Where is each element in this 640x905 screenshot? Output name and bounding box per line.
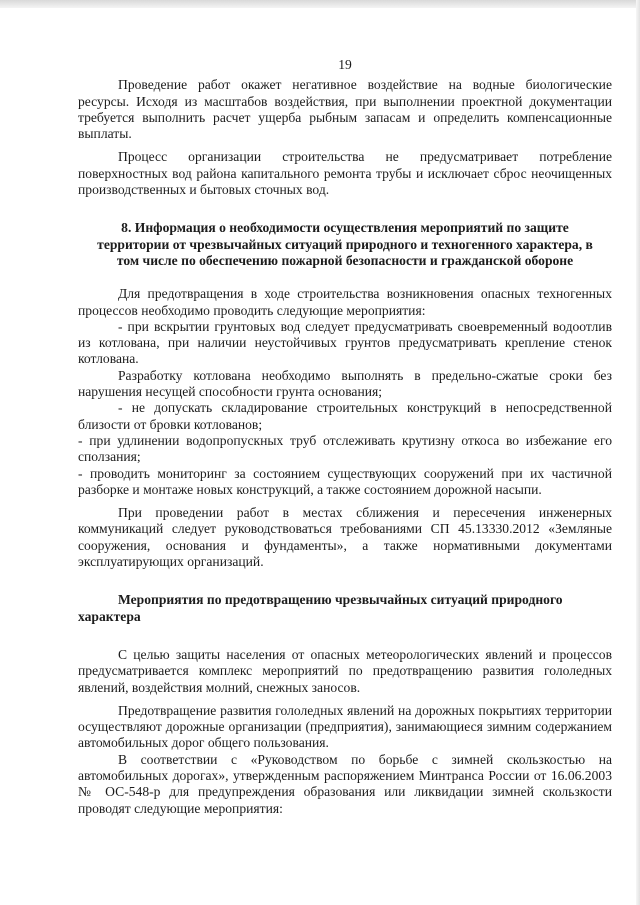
paragraph-water-use: Процесс организации строительства не предусматривает потребление поверхностных вод района капитального ремонта трубы и исключает сброс неочищенных производственных и бытовых сточных вод.	[78, 149, 612, 198]
scan-right-edge	[636, 0, 640, 905]
natural-emergencies-intro: С целью защиты населения от опасных метеорологических явлений и процессов предусматривается комплекс мероприятий по предотвращению развития гололедных явлений, воздействия молний, снежных заносов.	[78, 646, 612, 695]
section-8-utilities: При проведении работ в местах сближения и пересечения инженерных коммуникаций следует руководствоваться требованиями СП 45.13330.2012 «Земляные сооружения, основания и фундаменты», а также нормативными документами эксплуатирующих организаций.	[78, 505, 612, 570]
page-number: 19	[338, 57, 352, 72]
winter-slipperiness-paragraph: В соответствии с «Руководством по борьбе с зимней скользкостью на автомобильных дорогах», утвержденным распоряжением Минтранса России от 16.06.2003 № ОС-548-р для предупреждения образования или ликвидации зимней скользкости проводят следующие мероприятия:	[78, 751, 612, 816]
section-8-item-storage: - не допускать складирование строительных конструкций в непосредственной близости от бровки котлованов;	[78, 400, 612, 432]
section-8-item-monitoring: - проводить мониторинг за состоянием существующих сооружений при их частичной разборке и монтаже новых конструкций, а также состоянием дорожной насыпи.	[78, 465, 612, 497]
paragraph-bio-resources: Проведение работ окажет негативное воздействие на водные биологические ресурсы. Исходя из масштабов воздействия, при выполнении проектной документации требуется выполнить расчет ущерба рыбным запасам и определить компенсационные выплаты.	[78, 77, 612, 142]
section-8-item-slope: - при удлинении водопропускных труб отслеживать крутизну откоса во избежание его сползания;	[78, 432, 612, 465]
section-8-item-groundwater: - при вскрытии грунтовых вод следует предусматривать своевременный водоотлив из котлована, при наличии неустойчивых грунтов предусматривать крепление стенок котлована.	[78, 318, 612, 367]
natural-emergencies-heading: Мероприятия по предотвращению чрезвычайных ситуаций природного характера	[78, 592, 563, 624]
scan-top-edge	[0, 0, 640, 8]
section-8-item-pit-work: Разработку котлована необходимо выполнять в предельно-сжатые сроки без нарушения несущей способности грунта основания;	[78, 367, 612, 400]
ice-prevention-paragraph: Предотвращение развития гололедных явлений на дорожных покрытиях территории осуществляют дорожные организации (предприятия), занимающиеся зимним содержанием автомобильных дорог общего пользования.	[78, 702, 612, 751]
section-8-intro: Для предотвращения в ходе строительства возникновения опасных техногенных процессов необходимо проводить следующие мероприятия:	[78, 286, 612, 318]
section-8-heading: 8. Информация о необходимости осуществления мероприятий по защите территории от чрезвычайных ситуаций природного и техногенного характера, в том числе по обеспечению пожарной безопасности и гражданской обороне	[97, 220, 593, 268]
document-page	[78, 57, 612, 817]
